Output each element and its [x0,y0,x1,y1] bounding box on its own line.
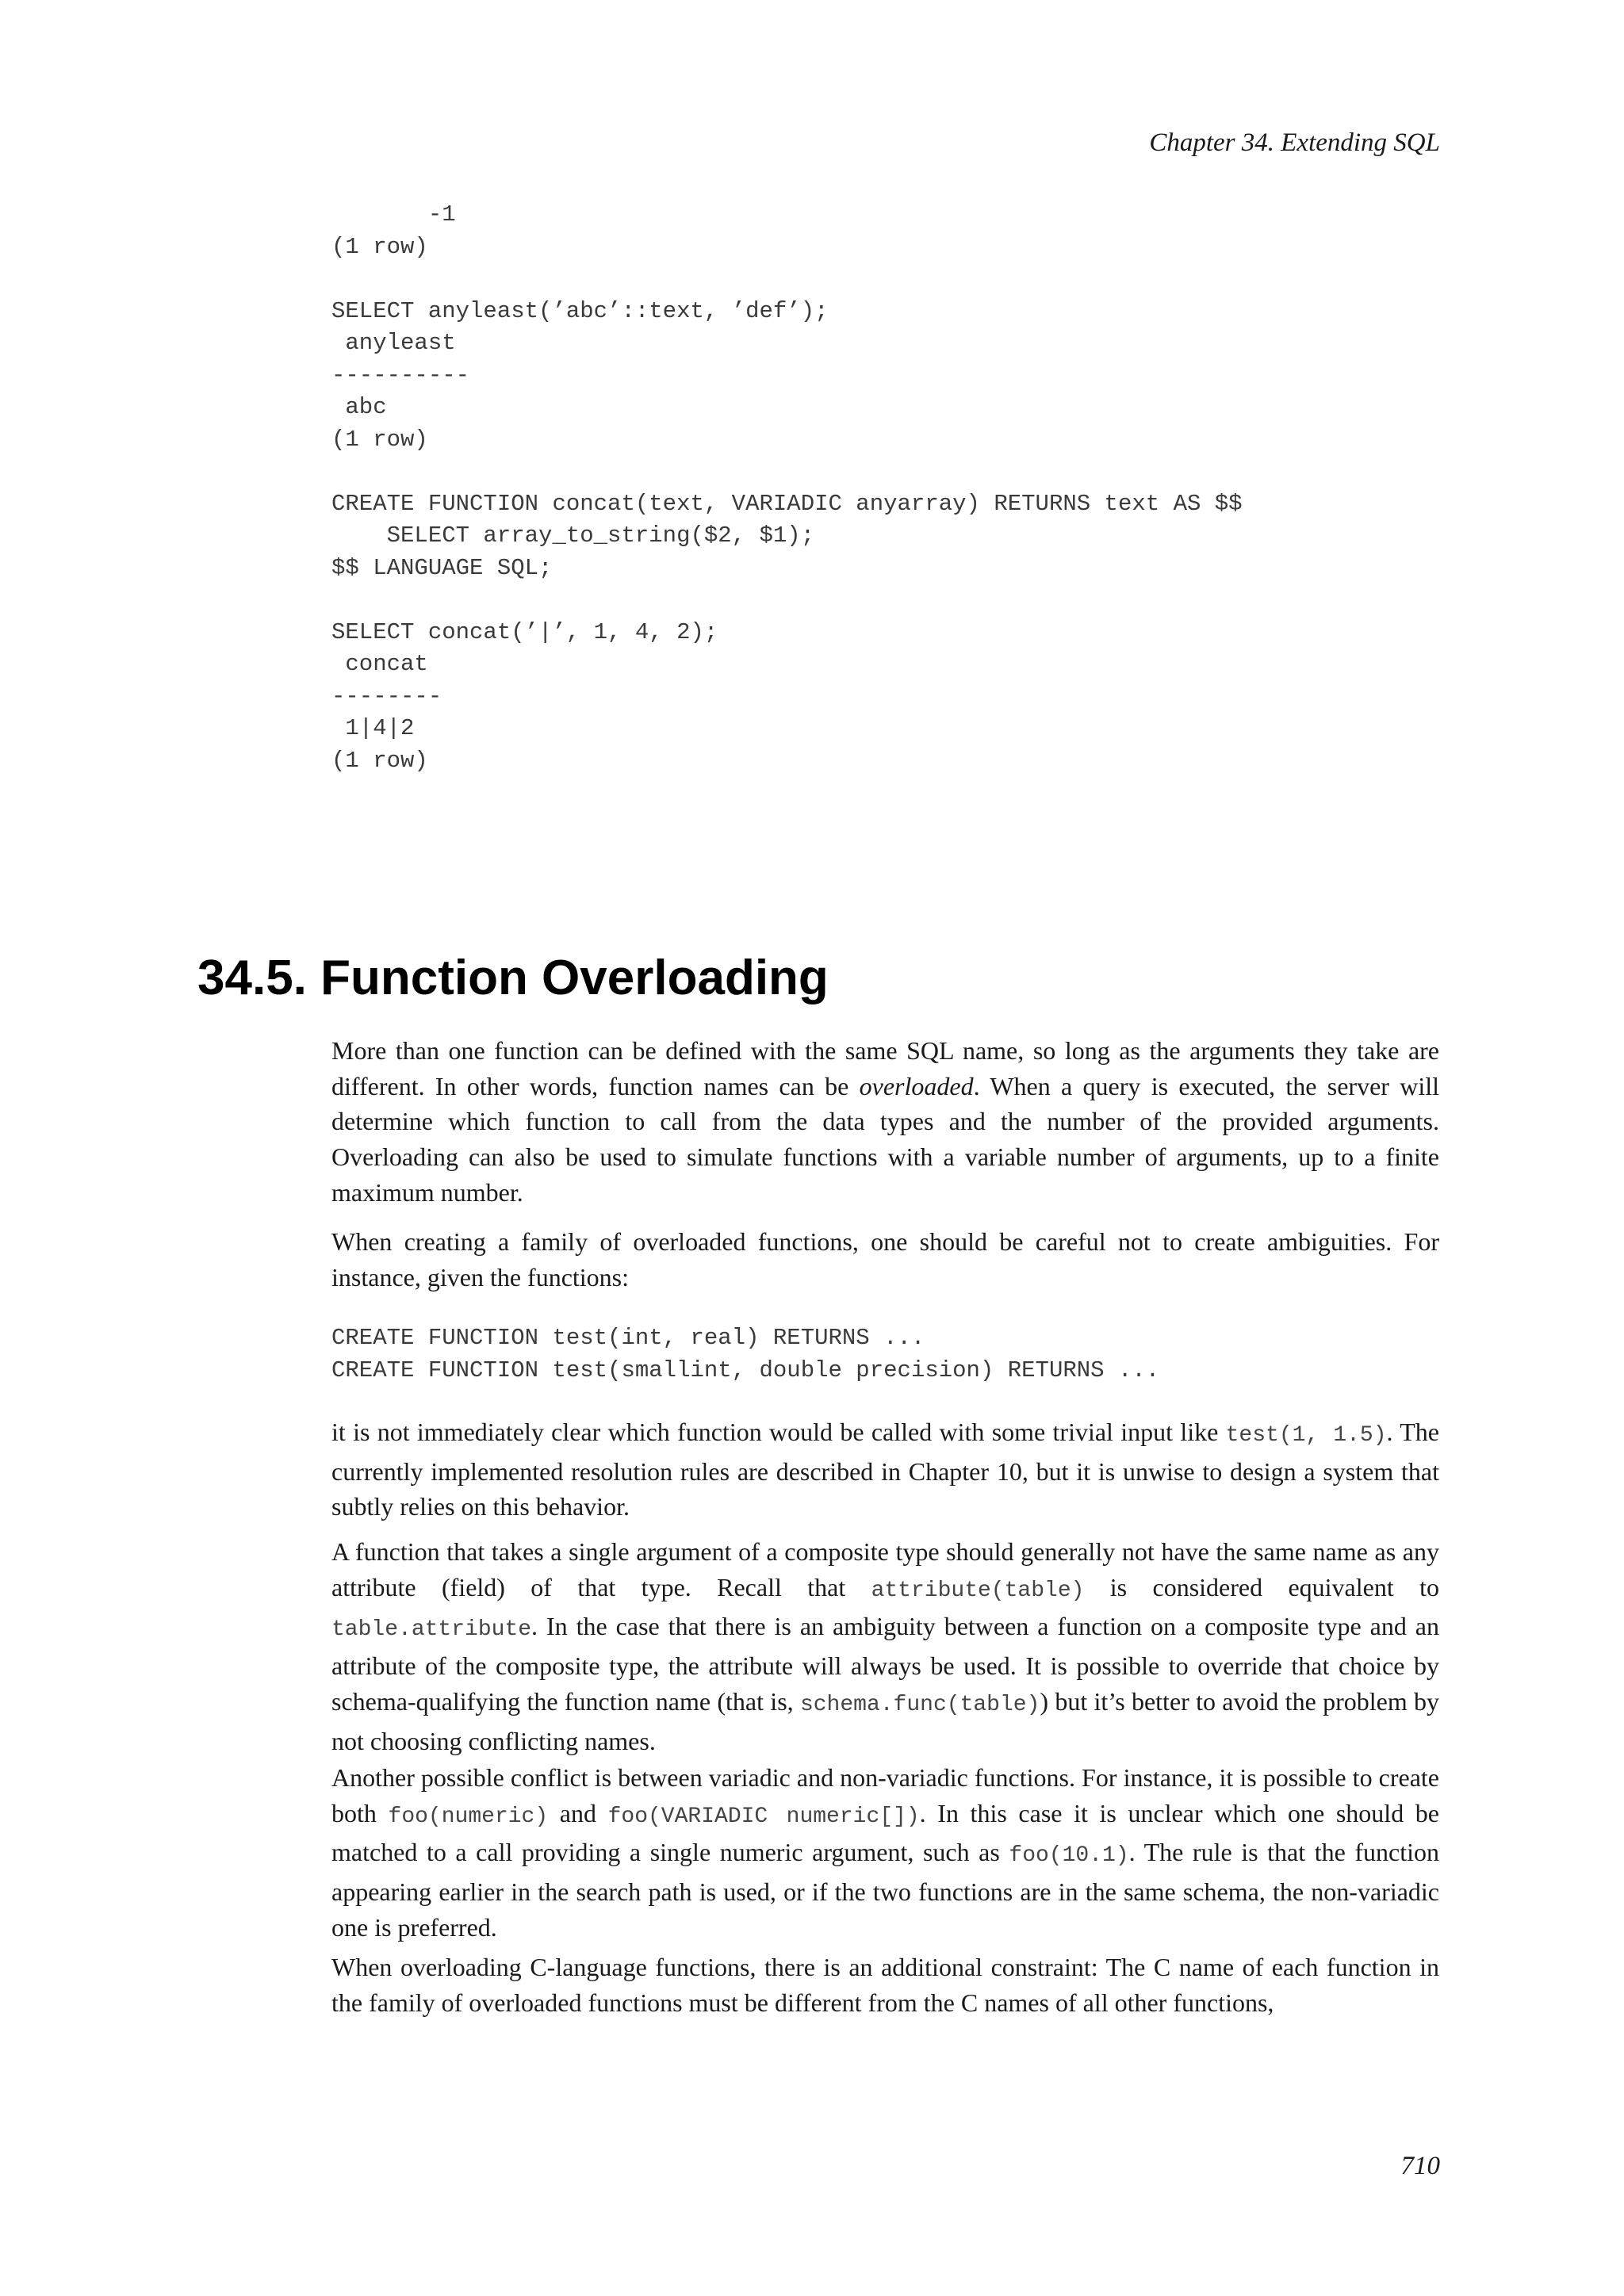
text-run: ) but it’s better to avoid the problem by not choosing conflicting names. [331,1686,1439,1755]
code-line: concat [331,651,428,677]
text-run: . In the case that there is an ambiguity between a function on a composite type and an attribute of the composite type, the attribute will always be used. It is possible to override that choice by schema-qualifying the function name (that is, [331,1612,1439,1716]
text-run: and [548,1798,608,1827]
code-line: CREATE FUNCTION test(smallint, double precision) RETURNS ... [331,1357,1160,1383]
inline-code: attribute(table) [871,1578,1085,1603]
code-line: -1 [331,201,456,228]
code-line: CREATE FUNCTION test(int, real) RETURNS ... [331,1325,925,1351]
page-number: 710 [1400,2152,1440,2180]
inline-code: test(1, 1.5) [1225,1423,1387,1448]
code-line: anyleast [331,330,456,356]
text-run: is considered equivalent to [1084,1572,1440,1601]
code-line: (1 row) [331,747,428,774]
code-line: abc [331,394,387,420]
code-line: CREATE FUNCTION concat(text, VARIADIC anyarray) RETURNS text AS $$ [331,490,1243,517]
inline-code: foo(10.1) [1009,1843,1129,1869]
paragraph-c-language: When overloading C-language functions, there is an additional constraint: The C name of each function in the family of overloaded functions must be different from the C names of all other functions, [331,1953,1439,2017]
section-title: 34.5. Function Overloading [197,951,829,1005]
code-line: ---------- [331,362,470,388]
code-line: SELECT concat(’|’, 1, 4, 2); [331,618,718,645]
code-line: (1 row) [331,233,428,260]
code-line: $$ LANGUAGE SQL; [331,554,553,581]
code-line: -------- [331,683,442,710]
emphasis-overloaded: overloaded [859,1071,974,1100]
code-block-examples [331,199,1243,777]
code-line: SELECT anyleast(’abc’::text, ’def’); [331,297,829,324]
code-block-test-functions [331,1322,1159,1387]
inline-code: foo(numeric) [388,1804,549,1829]
text-run: More than one function can be defined with the same SQL name, so long as the arguments they take are different. In other words, function names can be [331,1036,1439,1100]
code-line: 1|4|2 [331,715,415,741]
text-run: . The currently implemented resolution rules are described in Chapter 10, but it is unwise to design a system that subtly relies on this behavior. [331,1418,1440,1521]
paragraph-composite-type [331,1534,1439,1758]
text-run: it is not immediately clear which function would be called with some trivial input like [331,1418,1226,1446]
inline-code: schema.func(table) [799,1692,1040,1717]
paragraph-ambiguities: When creating a family of overloaded functions, one should be careful not to create ambiguities. For instance, given the functions: [331,1227,1439,1292]
text-run: . When a query is executed, the server will determine which function to call from the data types and the number of the provided arguments. Overloading can also be used to simulate functions with a variable number of arguments, up to a finite maximum number. [331,1071,1440,1207]
text-run: . The rule is that the function appearing earlier in the search path is used, or if the two functions are in the same schema, the non-variadic one is preferred. [331,1838,1440,1942]
paragraph-variadic-conflict [331,1760,1439,1946]
paragraph-resolution-rules [331,1414,1439,1525]
inline-code: table.attribute [331,1617,532,1643]
text-run: . In this case it is unclear which one should be matched to a call providing a single numeric argument, such as [331,1798,1440,1867]
inline-code: foo(VARIADIC numeric[]) [607,1804,920,1829]
paragraph-overloading-intro [331,1033,1439,1211]
text-run: A function that takes a single argument of a composite type should generally not have the same name as any attribute (field) of that type. Recall that [331,1537,1439,1601]
chapter-header: Chapter 34. Extending SQL [1149,128,1440,157]
text-run: Another possible conflict is between variadic and non-variadic functions. For instance, it is possible to create both [331,1763,1439,1827]
code-line: SELECT array_to_string($2, $1); [331,522,815,549]
code-line: (1 row) [331,426,428,453]
